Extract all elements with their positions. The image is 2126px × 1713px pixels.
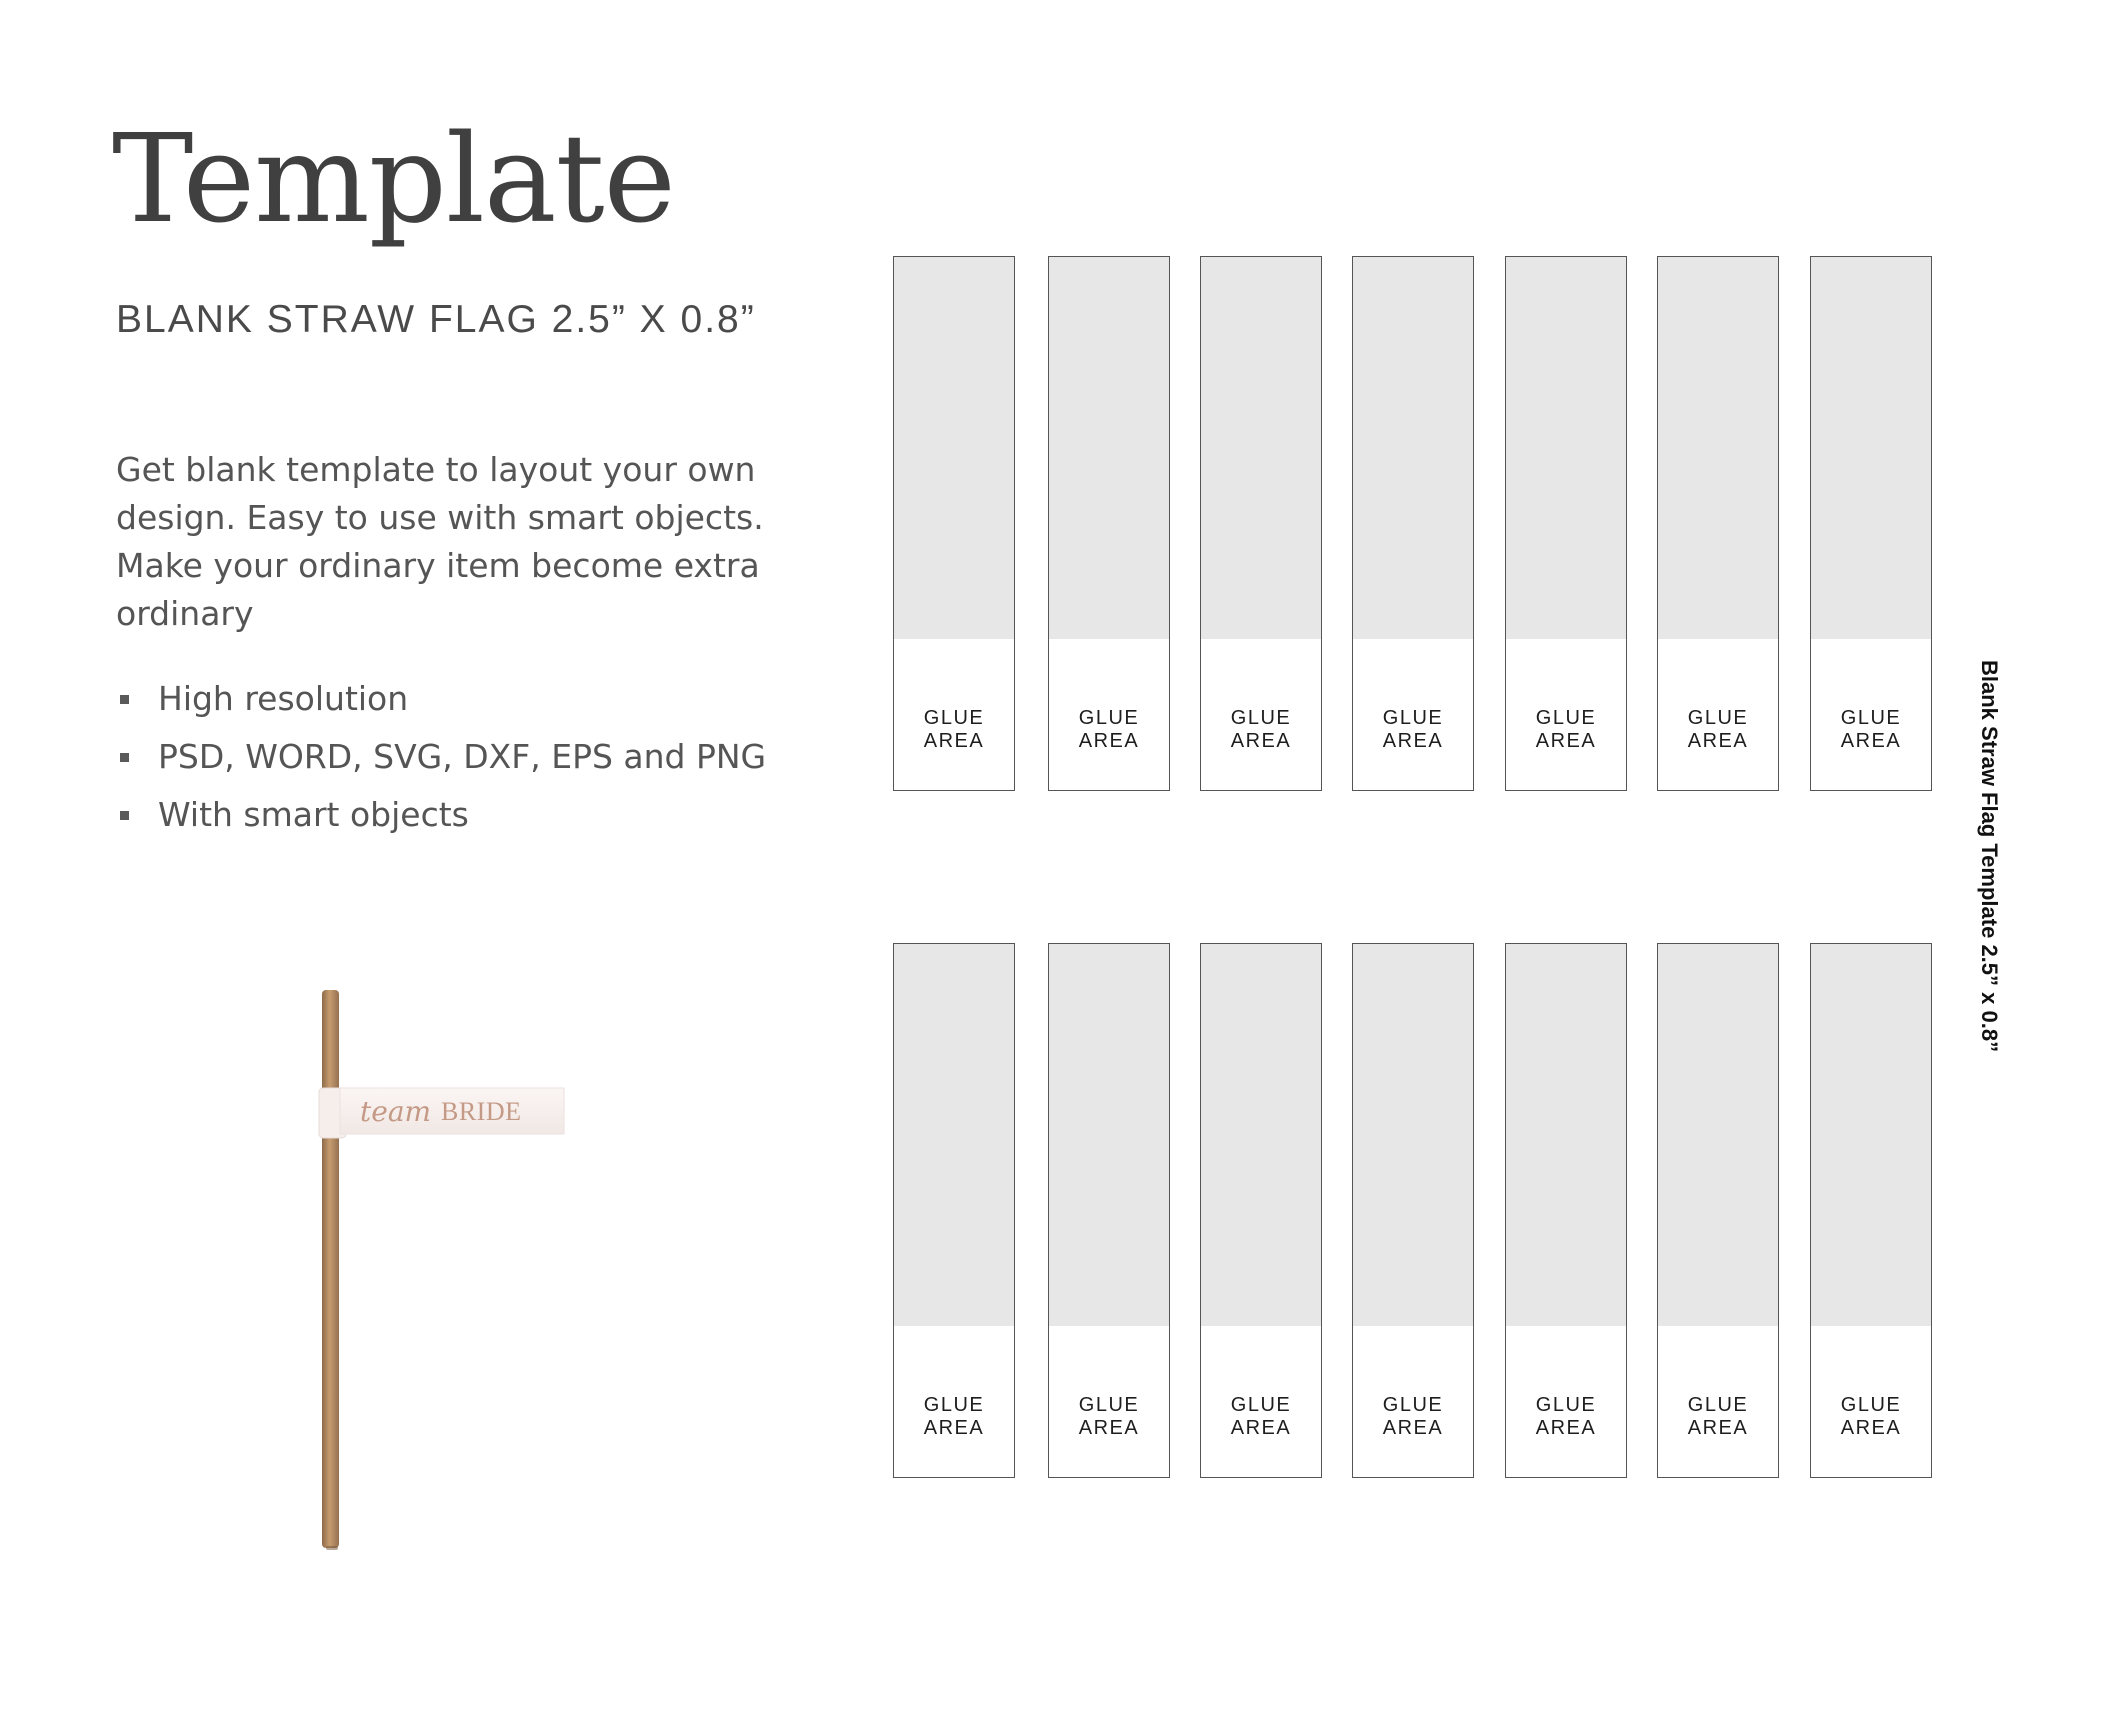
feature-item bbox=[116, 728, 766, 786]
design-area bbox=[1201, 257, 1321, 639]
flag-template bbox=[1352, 943, 1474, 1478]
glue-area-label: GLUE AREA bbox=[1687, 707, 1749, 752]
square-bullet-icon bbox=[120, 811, 129, 820]
glue-area-label: GLUE AREA bbox=[1840, 1394, 1902, 1439]
flag-template bbox=[893, 256, 1015, 791]
feature-text: PSD, WORD, SVG, DXF, EPS and PNG bbox=[158, 737, 767, 776]
flag-template bbox=[1048, 256, 1170, 791]
design-area bbox=[894, 944, 1014, 1326]
straw-flag-product-photo bbox=[300, 980, 600, 1580]
glue-area-label: GLUE AREA bbox=[1382, 707, 1444, 752]
product-description: Get blank template to layout your own design. Easy to use with smart objects. Make your ordinary item become extra ordinary bbox=[116, 450, 764, 633]
design-area bbox=[1201, 944, 1321, 1326]
flag-template bbox=[1352, 256, 1474, 791]
design-area bbox=[1506, 944, 1626, 1326]
flag-text-script: team bbox=[360, 1095, 432, 1128]
side-caption: Blank Straw Flag Template 2.5” x 0.8” bbox=[1977, 660, 2002, 1053]
design-area bbox=[1811, 257, 1931, 639]
glue-area-label: GLUE AREA bbox=[1382, 1394, 1444, 1439]
square-bullet-icon bbox=[120, 753, 129, 762]
flag-template bbox=[1810, 256, 1932, 791]
flag-template bbox=[1200, 943, 1322, 1478]
glue-area-label: GLUE AREA bbox=[1078, 707, 1140, 752]
straw bbox=[322, 990, 339, 1548]
page-subtitle: BLANK STRAW FLAG 2.5” X 0.8” bbox=[116, 298, 756, 341]
straw-shadow bbox=[326, 1546, 338, 1550]
square-bullet-icon bbox=[120, 695, 129, 704]
glue-area-label: GLUE AREA bbox=[1535, 1394, 1597, 1439]
feature-list bbox=[116, 670, 766, 844]
glue-area-label: GLUE AREA bbox=[1230, 1394, 1292, 1439]
design-area bbox=[1353, 257, 1473, 639]
glue-area-label: GLUE AREA bbox=[1840, 707, 1902, 752]
glue-area-label: GLUE AREA bbox=[1230, 707, 1292, 752]
glue-area-label: GLUE AREA bbox=[1535, 707, 1597, 752]
design-area bbox=[1353, 944, 1473, 1326]
flag-template bbox=[1505, 943, 1627, 1478]
flag-template bbox=[893, 943, 1015, 1478]
flag-template bbox=[1657, 943, 1779, 1478]
design-area bbox=[1658, 944, 1778, 1326]
flag-template bbox=[1657, 256, 1779, 791]
feature-item bbox=[116, 786, 766, 844]
design-area bbox=[1658, 257, 1778, 639]
glue-area-label: GLUE AREA bbox=[1078, 1394, 1140, 1439]
flag-template bbox=[1200, 256, 1322, 791]
flag-template bbox=[1810, 943, 1932, 1478]
feature-text: With smart objects bbox=[158, 795, 469, 834]
page-title: Template bbox=[112, 108, 675, 250]
flag-template bbox=[1048, 943, 1170, 1478]
design-area bbox=[1049, 944, 1169, 1326]
design-area bbox=[894, 257, 1014, 639]
feature-item bbox=[116, 670, 766, 728]
glue-area-label: GLUE AREA bbox=[1687, 1394, 1749, 1439]
flag-template bbox=[1505, 256, 1627, 791]
glue-area-label: GLUE AREA bbox=[923, 707, 985, 752]
design-area bbox=[1811, 944, 1931, 1326]
feature-text: High resolution bbox=[158, 679, 409, 718]
design-area bbox=[1049, 257, 1169, 639]
glue-area-label: GLUE AREA bbox=[923, 1394, 985, 1439]
design-area bbox=[1506, 257, 1626, 639]
flag-text-caps: BRIDE bbox=[441, 1097, 522, 1126]
